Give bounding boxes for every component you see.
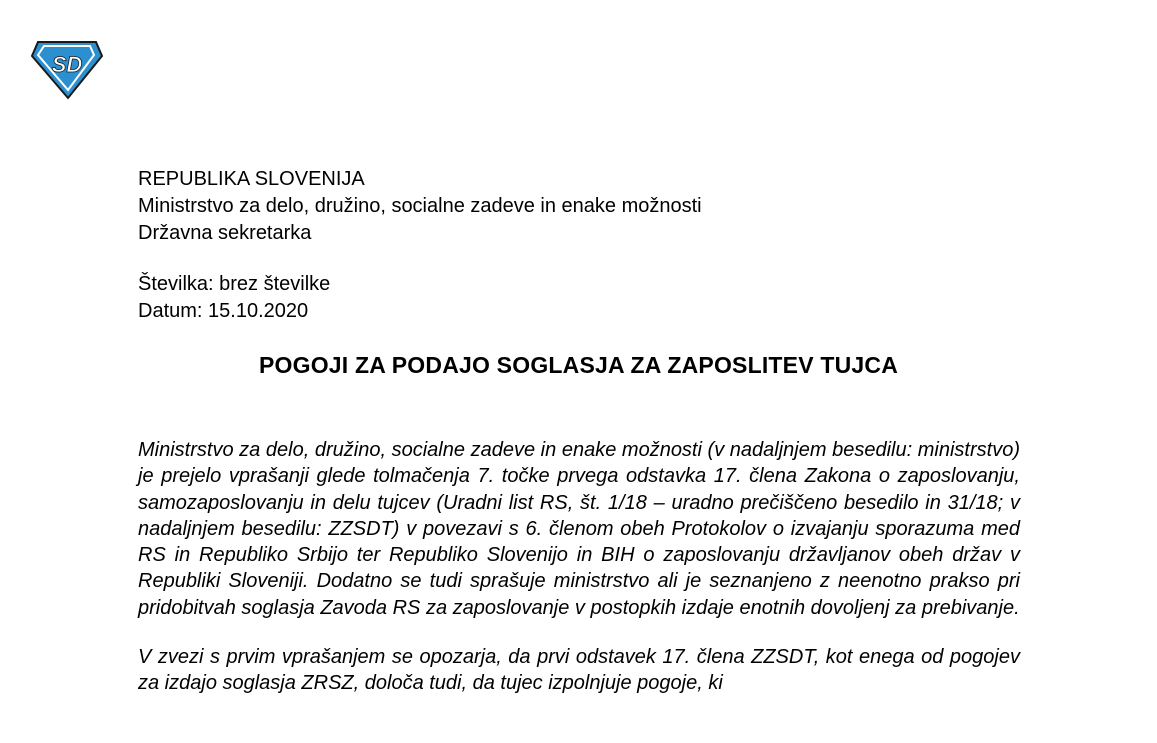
logo-text: SD [51, 52, 83, 77]
document-header [138, 166, 702, 247]
body-paragraph: V zvezi s prvim vprašanjem se opozarja, da prvi odstavek 17. člena ZZSDT, kot enega od pogojev za izdajo soglasja ZRSZ, določa tudi, da tujec izpolnjuje pogoje, ki [138, 646, 1020, 695]
document-date: Datum: 15.10.2020 [138, 300, 309, 322]
document-meta [138, 271, 330, 325]
document-body [138, 437, 1020, 720]
document-number: Številka: brez številke [138, 273, 331, 295]
header-country: REPUBLIKA SLOVENIJA [138, 168, 365, 190]
document-title: POGOJI ZA PODAJO SOGLASJA ZA ZAPOSLITEV TUJCA [258, 352, 899, 378]
header-ministry: Ministrstvo za delo, družino, socialne zadeve in enake možnosti [138, 195, 702, 217]
sd-shield-logo-icon [30, 40, 104, 100]
header-office: Državna sekretarka [138, 222, 312, 244]
body-paragraph: Ministrstvo za delo, družino, socialne zadeve in enake možnosti (v nadaljnjem besedilu: ministrstvo) je prejelo vprašanji glede tolmačenja 7. točke prvega odstavka 17. člena Zakona o zaposlovanju, samozaposlovanju in delu tujcev (Uradni list RS, št. 1/18 – uradno prečiščeno besedilo in 31/18; v nadaljnjem besedilu: ZZSDT) v povezavi s 6. členom obeh Protokolov o izvajanju sporazuma med RS in Republiko Srbijo ter Republiko Slovenijo in BIH o zaposlovanju državljanov obeh držav v Republiki Sloveniji. Dodatno se tudi sprašuje ministrstvo ali je seznanjeno z neenotno prakso pri pridobitvah soglasja Zavoda RS za zaposlovanje v postopkih izdaje enotnih dovoljenj za prebivanje. [138, 439, 1020, 619]
